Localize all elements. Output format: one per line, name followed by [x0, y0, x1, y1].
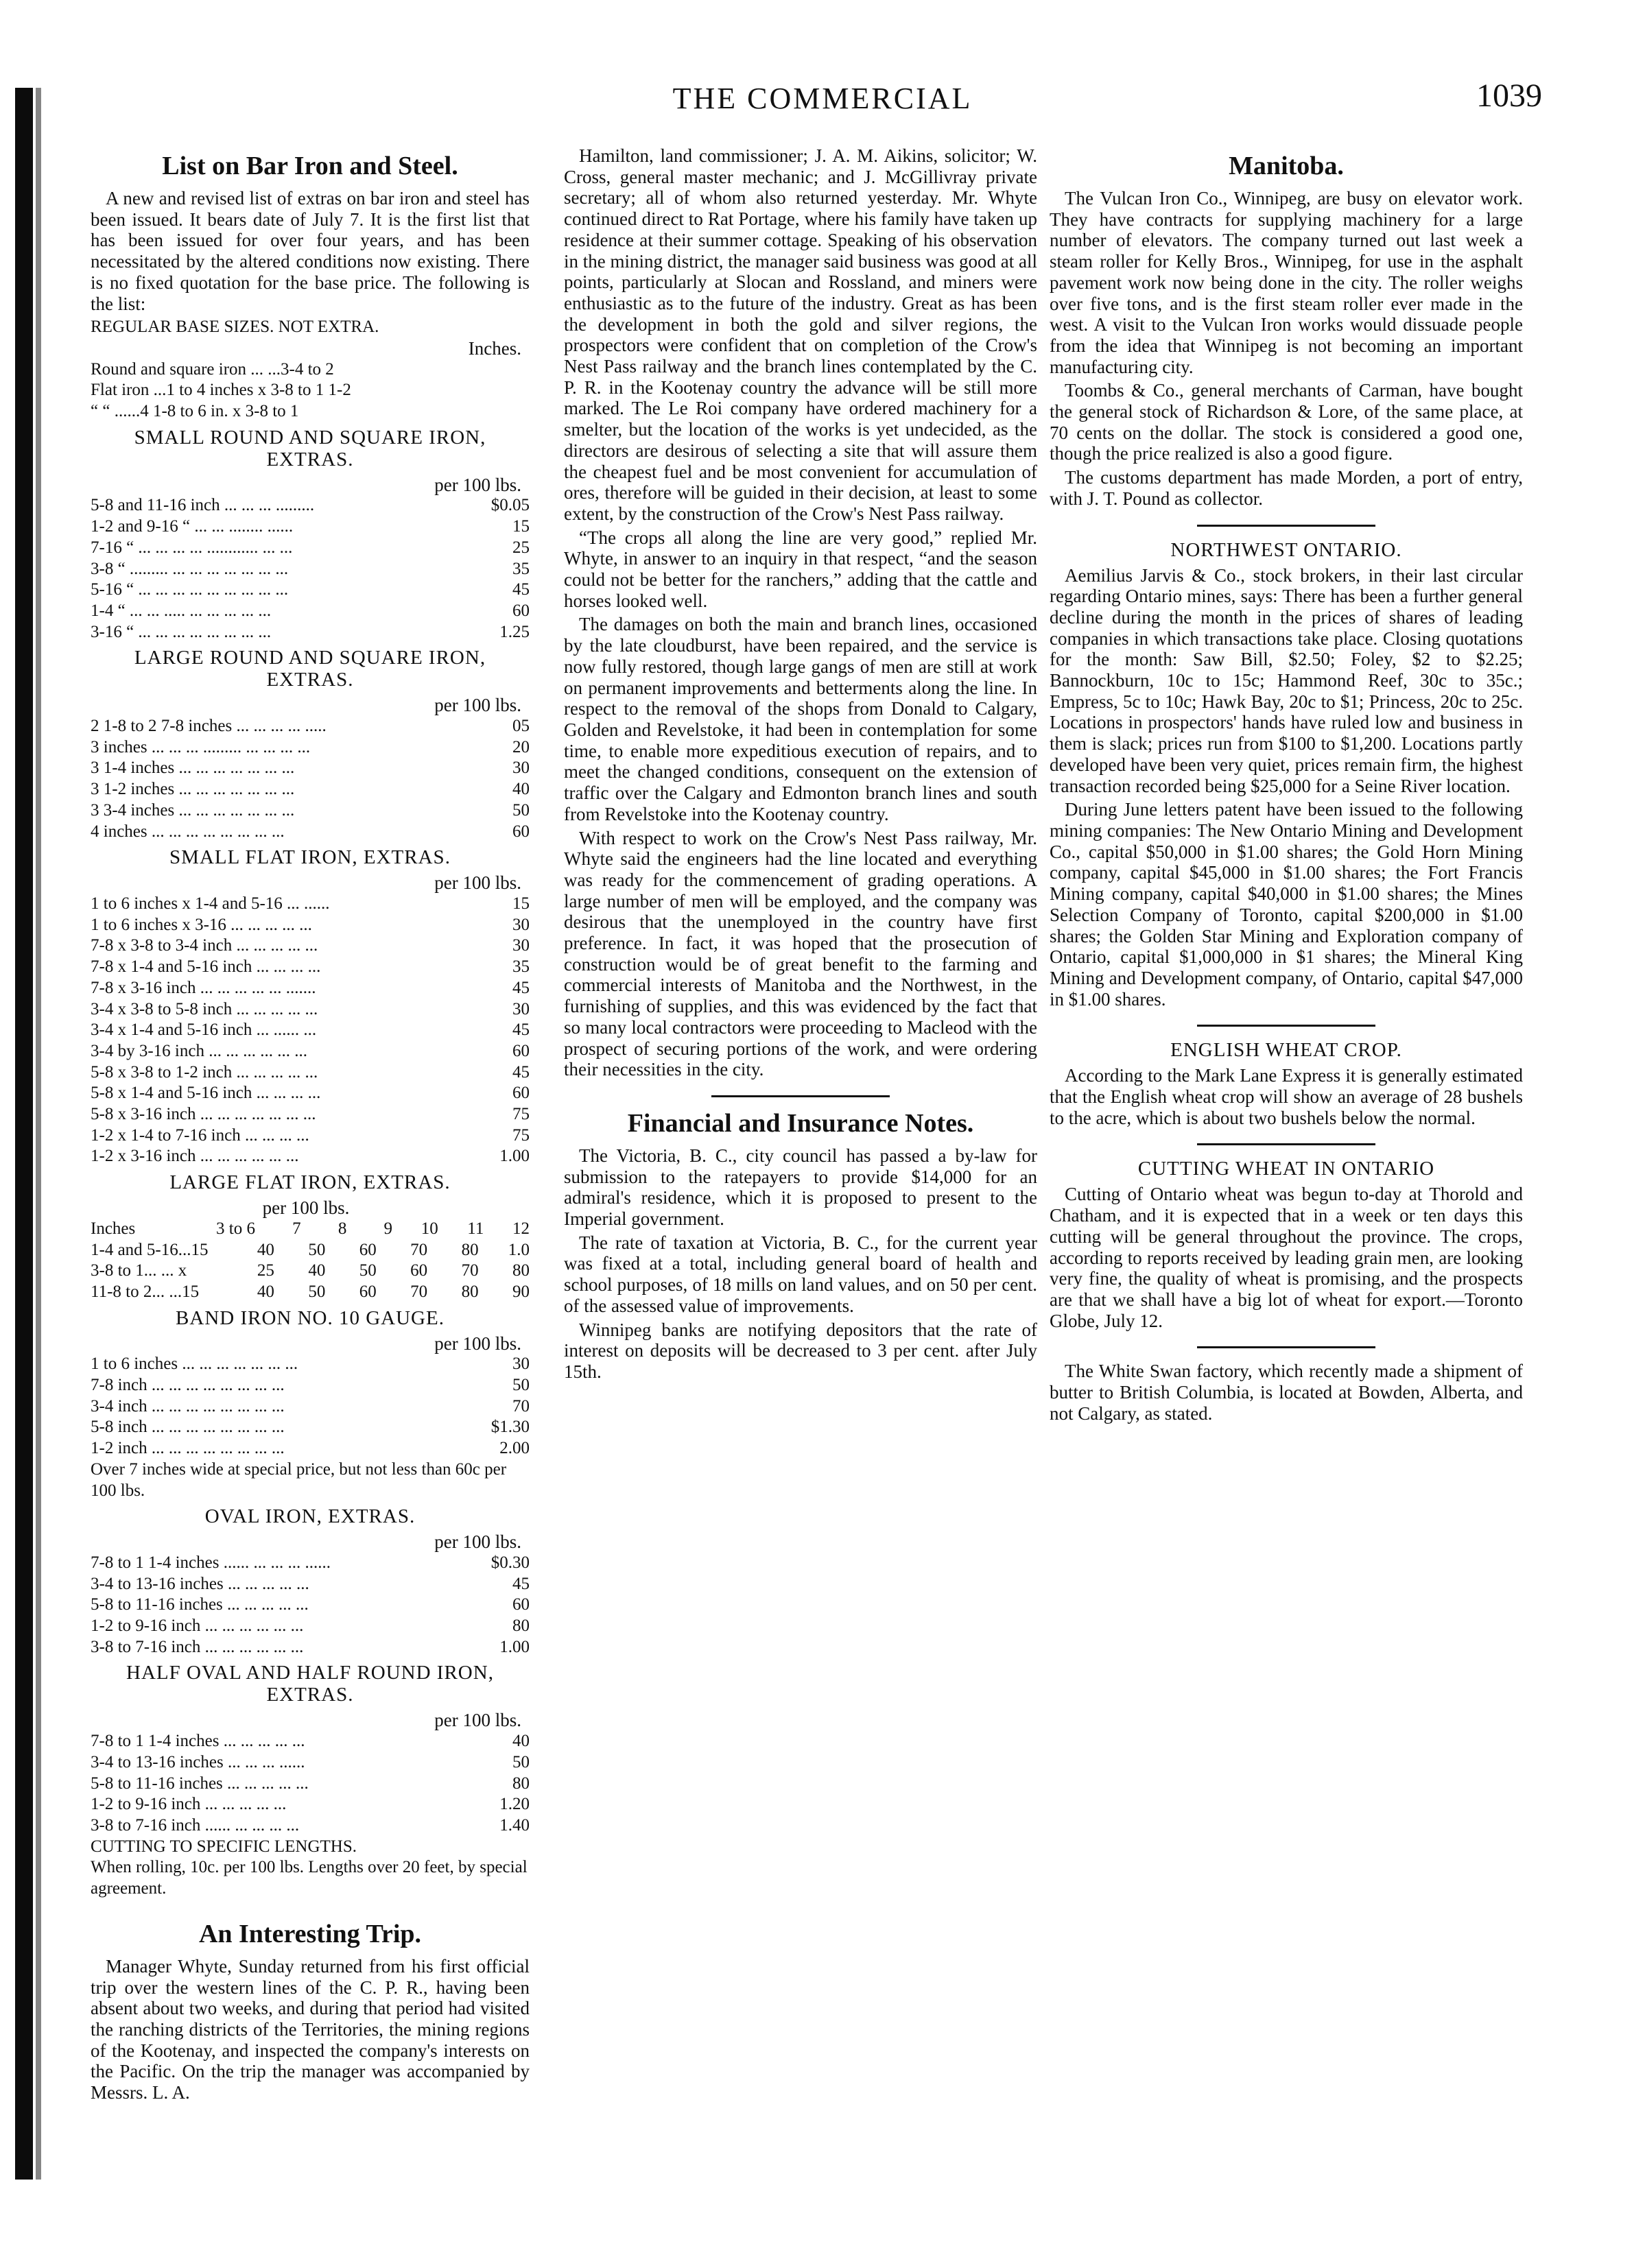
- oval-unit: per 100 lbs.: [434, 1531, 521, 1553]
- price-value: 80: [512, 1616, 530, 1636]
- size-label: 3 3-4 inches ... ... ... ... ... ... ...: [91, 800, 295, 820]
- regular-list: [91, 359, 530, 422]
- table-cell: 50: [359, 1261, 377, 1280]
- paragraph: Aemilius Jarvis & Co., stock brokers, in their last circular regarding Ontario mines, says: There has been a further general decline during the month in the prices of shares of leading companies in which transactions take place. Closing quotations for the month: Saw Bill, $2.50; Foley, $2 to $2.25; Bannockburn, 10c to 15c; Hammond Reef, 30c to 35c.; Empress, 5c to 10c; Hawk Bay, 20c to $1; Princess, 20c to 25c. Locations in prospectors' hands have ruled low and business in them is slack; prices run from $100 to $1,200. Locations partly developed have been very quiet, prices remain firm, the highest transaction recorded being $25,000 for a Seine River location.: [1050, 564, 1523, 796]
- table-cell: 12: [512, 1219, 530, 1238]
- northwest-paragraphs: [1050, 565, 1523, 1010]
- table-cell: 50: [308, 1282, 326, 1301]
- band-unit: per 100 lbs.: [434, 1333, 521, 1354]
- large-round-unit: per 100 lbs.: [434, 695, 521, 716]
- table-row: [91, 1261, 530, 1282]
- price-value: 35: [512, 559, 530, 578]
- price-value: 25: [512, 538, 530, 557]
- price-value: 35: [512, 957, 530, 977]
- table-row: [91, 1282, 530, 1303]
- price-row: [91, 779, 530, 800]
- manitoba-title: Manitoba.: [1229, 152, 1344, 180]
- table-cell: 90: [512, 1282, 530, 1301]
- price-row: [91, 1731, 530, 1752]
- price-row: [91, 822, 530, 843]
- price-value: 1.00: [499, 1147, 530, 1166]
- oval-list: [91, 1553, 530, 1658]
- price-value: 70: [512, 1396, 530, 1416]
- half-oval-unit: per 100 lbs.: [434, 1710, 521, 1731]
- trip-text: Manager Whyte, Sunday returned from his first official trip over the western lines of the C. P. R., having been absent about two weeks, and during that period had visited the ranching districts of the Territories, the mining regions of the Kootenay, and inspected the company's interests on the Pacific. On the trip the manager was accompanied by Messrs. L. A.: [91, 1955, 530, 2103]
- column-2: [564, 145, 1037, 1385]
- price-value: 75: [512, 1125, 530, 1145]
- price-row: [91, 1062, 530, 1084]
- half-oval-heading: HALF OVAL AND HALF ROUND IRON, EXTRAS.: [126, 1662, 494, 1706]
- financial-paragraphs: [564, 1145, 1037, 1383]
- list-item: “ “ ......4 1-8 to 6 in. x 3-8 to 1: [91, 402, 299, 421]
- price-row: [91, 1616, 530, 1637]
- price-row: [91, 1438, 530, 1459]
- oval-heading: OVAL IRON, EXTRAS.: [204, 1505, 416, 1528]
- size-label: 3 1-4 inches ... ... ... ... ... ... ...: [91, 759, 295, 778]
- price-value: 45: [512, 1020, 530, 1040]
- paragraph: With respect to work on the Crow's Nest Pass railway, Mr. Whyte said the engineers had the line located and everything was ready for the commencement of grading operations. A large number of men will be employed, and the company was desirous that the unemployed in the country have first preference. In fact, it was hoped that the prosecution of construction would be of great benefit to the farming and commercial interests of Manitoba and the Northwest, in the furnishing of supplies, and this was evidenced by the fact that so many local contractors were proceeding to Macleod with the prospect of securing portions of the work, and were ordering their necessities in the city.: [564, 827, 1037, 1080]
- large-flat-table: [91, 1219, 530, 1303]
- paragraph: The Vulcan Iron Co., Winnipeg, are busy on elevator work. They have contracts for supplying machinery for a large number of elevators. The company turned out last week a steam roller for Kelly Bros., Winnipeg, for use in the asphalt pavement work now being done in the city. The roller weighs over five tons, and is the first steam roller ever made in the west. A visit to the Vulcan Iron works would dissuade people from the idea that Winnipeg is not becoming an important manufacturing city.: [1050, 188, 1523, 377]
- table-cell: 3 to 6: [216, 1219, 255, 1238]
- table-cell: 8: [338, 1219, 347, 1238]
- price-value: 50: [512, 800, 530, 820]
- table-cell: 1-4 and 5-16...15: [91, 1240, 209, 1259]
- page-number: 1039: [1476, 77, 1542, 114]
- large-flat-heading: LARGE FLAT IRON, EXTRAS.: [169, 1171, 451, 1194]
- small-round-list: [91, 495, 530, 643]
- price-row: [91, 538, 530, 559]
- price-row: [91, 495, 530, 516]
- bar-iron-title: List on Bar Iron and Steel.: [162, 152, 458, 180]
- price-row: [91, 559, 530, 580]
- price-value: 45: [512, 1574, 530, 1593]
- paragraph: The damages on both the main and branch lines, occasioned by the late cloudburst, have been repaired, and the service is now fully restored, though large gangs of men are still at work on permanent improvements and betterments along the line. In respect to the removal of the shops from Donald to Calgary, Golden and Revelstoke, it had been in contemplation for some time, to enable more expeditious execution of repairs, and to meet the changed conditions, consequent on the extension of traffic over the Calgary and Edmonton branch lines and south from Revelstoke into the Kootenay country.: [564, 614, 1037, 824]
- price-row: [91, 1574, 530, 1595]
- table-cell: 11: [467, 1219, 484, 1238]
- size-label: 1-2 to 9-16 inch ... ... ... ... ... ...: [91, 1616, 304, 1636]
- price-value: 1.20: [499, 1795, 530, 1814]
- table-cell: 80: [461, 1240, 479, 1259]
- size-label: 7-8 to 1 1-4 inches ...... ... ... ... ......: [91, 1553, 331, 1572]
- price-row: [91, 1417, 530, 1438]
- size-label: 7-8 x 3-8 to 3-4 inch ... ... ... ... ...: [91, 936, 318, 955]
- regular-heading: REGULAR BASE SIZES. NOT EXTRA.: [91, 318, 379, 337]
- table-cell: Inches: [91, 1219, 136, 1238]
- size-label: 3-8 to 7-16 inch ... ... ... ... ... ...: [91, 1637, 304, 1656]
- half-oval-list: [91, 1731, 530, 1837]
- table-cell: 40: [257, 1282, 274, 1301]
- table-cell: 70: [410, 1282, 428, 1301]
- price-row: [91, 935, 530, 957]
- price-row: [91, 758, 530, 779]
- price-row: [91, 516, 530, 538]
- size-label: 4 inches ... ... ... ... ... ... ... ...: [91, 822, 285, 841]
- price-row: [91, 1104, 530, 1125]
- section-divider: [1197, 525, 1375, 527]
- financial-title: Financial and Insurance Notes.: [627, 1108, 974, 1138]
- price-row: [91, 1125, 530, 1147]
- wheat-crop-text: According to the Mark Lane Express it is generally estimated that the English wheat crop will show an average of 28 bushels to the acre, which is about two bushels below the normal.: [1050, 1065, 1523, 1128]
- size-label: 5-8 x 3-8 to 1-2 inch ... ... ... ... ...: [91, 1062, 318, 1082]
- price-row: [91, 1083, 530, 1104]
- size-label: 1-2 inch ... ... ... ... ... ... ... ...: [91, 1439, 285, 1458]
- price-row: [91, 1354, 530, 1375]
- size-label: 2 1-8 to 2 7-8 inches ... ... ... ... .....: [91, 717, 327, 736]
- price-value: 60: [512, 822, 530, 841]
- size-label: 3-4 by 3-16 inch ... ... ... ... ... ...: [91, 1041, 307, 1060]
- price-value: 40: [512, 780, 530, 799]
- scan-edge-shadow-inner: [36, 88, 41, 2180]
- size-label: 1 to 6 inches x 1-4 and 5-16 ... ......: [91, 894, 330, 913]
- price-row: [91, 1553, 530, 1574]
- size-label: 1-2 x 3-16 inch ... ... ... ... ... ...: [91, 1147, 299, 1166]
- price-value: 50: [512, 1376, 530, 1395]
- price-value: 60: [512, 1041, 530, 1060]
- size-label: 5-8 to 11-16 inches ... ... ... ... ...: [91, 1774, 309, 1793]
- price-row: [91, 1146, 530, 1167]
- large-round-list: [91, 716, 530, 842]
- price-row: [91, 978, 530, 999]
- cutting-heading: CUTTING TO SPECIFIC LENGTHS.: [91, 1837, 357, 1856]
- paragraph: “The crops all along the line are very good,” replied Mr. Whyte, in answer to an inquiry in that respect, “and the season could not be better for the ranchers,” adding that the cattle and horses looked well.: [564, 527, 1037, 611]
- price-value: 2.00: [499, 1439, 530, 1458]
- small-flat-unit: per 100 lbs.: [434, 872, 521, 894]
- price-value: 15: [512, 517, 530, 536]
- paragraph: The Victoria, B. C., city council has passed a by-law for submission to the ratepayers to provide $14,000 for an admiral's residence, which it is proposed to present to the Imperial government.: [564, 1145, 1037, 1230]
- paragraph: The customs department has made Morden, a port of entry, with J. T. Pound as collector.: [1050, 467, 1523, 509]
- table-cell: 7: [292, 1219, 301, 1238]
- price-value: 30: [512, 1354, 530, 1374]
- price-value: $0.05: [490, 496, 530, 515]
- price-value: 40: [512, 1732, 530, 1751]
- price-value: $0.30: [490, 1553, 530, 1572]
- price-row: [91, 1752, 530, 1774]
- table-cell: 70: [410, 1240, 428, 1259]
- paragraph: Winnipeg banks are notifying depositors that the rate of interest on deposits will be decreased to 3 per cent. after July 15th.: [564, 1319, 1037, 1382]
- bar-iron-intro: A new and revised list of extras on bar iron and steel has been issued. It bears date of July 7. It is the first list that has been issued for over four years, and has been necessitated by the altered conditions now existing. There is no fixed quotation for the base price. The following is the list:: [91, 188, 530, 314]
- table-cell: 50: [308, 1240, 326, 1259]
- size-label: 3 inches ... ... ... ......... ... ... ... ...: [91, 737, 311, 756]
- white-swan-text: The White Swan factory, which recently made a shipment of butter to British Columbia, is located at Bowden, Alberta, and not Calgary, as stated.: [1050, 1361, 1523, 1424]
- table-header-row: [91, 1219, 530, 1240]
- table-row: [91, 1240, 530, 1261]
- size-label: 5-8 x 1-4 and 5-16 inch ... ... ... ...: [91, 1084, 321, 1103]
- trip-title: An Interesting Trip.: [198, 1919, 422, 1948]
- price-row: [91, 1774, 530, 1795]
- price-value: 30: [512, 999, 530, 1018]
- size-label: 7-16 “ ... ... ... ... ............ ... ...: [91, 538, 293, 557]
- price-value: 60: [512, 1595, 530, 1614]
- price-row: [91, 1041, 530, 1062]
- table-cell: 80: [461, 1282, 479, 1301]
- table-cell: 25: [257, 1261, 274, 1280]
- size-label: 1-2 x 1-4 to 7-16 inch ... ... ... ...: [91, 1125, 309, 1145]
- size-label: 3-4 to 13-16 inches ... ... ... ......: [91, 1752, 305, 1771]
- small-flat-heading: SMALL FLAT IRON, EXTRAS.: [169, 846, 451, 869]
- price-row: [91, 737, 530, 759]
- table-cell: 3-8 to 1... ... x: [91, 1261, 187, 1280]
- size-label: 7-8 inch ... ... ... ... ... ... ... ...: [91, 1376, 285, 1395]
- price-value: 45: [512, 1062, 530, 1082]
- price-row: [91, 716, 530, 737]
- size-label: 1-2 to 9-16 inch ... ... ... ... ...: [91, 1795, 287, 1814]
- size-label: 5-8 x 3-16 inch ... ... ... ... ... ... ...: [91, 1105, 316, 1124]
- size-label: 5-8 to 11-16 inches ... ... ... ... ...: [91, 1595, 309, 1614]
- cutting-text: When rolling, 10c. per 100 lbs. Lengths over 20 feet, by special agreement.: [91, 1858, 528, 1898]
- price-row: [91, 1815, 530, 1837]
- size-label: 3-4 x 3-8 to 5-8 inch ... ... ... ... ...: [91, 999, 318, 1018]
- small-flat-list: [91, 894, 530, 1167]
- size-label: 5-8 and 11-16 inch ... ... ... .........: [91, 496, 315, 515]
- table-cell: 40: [257, 1240, 274, 1259]
- size-label: 3-4 x 1-4 and 5-16 inch ... ...... ...: [91, 1020, 317, 1040]
- column-3: [1050, 145, 1523, 1427]
- price-value: 30: [512, 936, 530, 955]
- large-round-heading: LARGE ROUND AND SQUARE IRON, EXTRAS.: [134, 647, 486, 691]
- manitoba-paragraphs: [1050, 188, 1523, 510]
- wheat-crop-title: ENGLISH WHEAT CROP.: [1170, 1039, 1402, 1062]
- size-label: 1 to 6 inches x 3-16 ... ... ... ... ...: [91, 915, 312, 934]
- size-label: 1 to 6 inches ... ... ... ... ... ... ...: [91, 1354, 298, 1374]
- paragraph: Toombs & Co., general merchants of Carman, have bought the general stock of Richardson & Lore, of the same place, at 70 cents on the dollar. The stock is considered a good one, though the price realized is also a good figure.: [1050, 380, 1523, 464]
- paragraph: The rate of taxation at Victoria, B. C., for the current year was fixed at a total, including general board of health and school purposes, of 18 mills on land values, and on 50 per cent. of the assessed value of improvements.: [564, 1232, 1037, 1316]
- band-heading: BAND IRON NO. 10 GAUGE.: [176, 1306, 445, 1329]
- regular-unit: Inches.: [468, 337, 521, 359]
- table-cell: 10: [421, 1219, 438, 1238]
- paragraph: During June letters patent have been issued to the following mining companies: The New Ontario Mining and Development Co., capital $50,000 in $1.00 shares; the Gold Horn Mining company, capital $45,000 in $1.00 shares; the Fort Francis Mining company, capital $40,000 in $1.00 shares; the Mines Selection Company of Toronto, capital $200,000 in $1.00 shares; the Golden Star Mining and Exploration company of Ontario, capital $1,000,000 in $1 shares; the Mineral King Mining and Development company, of Ontario, capital $47,000 in $1.00 shares.: [1050, 799, 1523, 1010]
- price-row: [91, 580, 530, 601]
- price-row: [91, 894, 530, 915]
- section-divider: [711, 1095, 890, 1097]
- price-value: 30: [512, 759, 530, 778]
- price-row: [91, 915, 530, 936]
- price-value: 80: [512, 1774, 530, 1793]
- trip-continued: [564, 145, 1037, 1080]
- section-divider: [1197, 1025, 1375, 1027]
- price-value: 15: [512, 894, 530, 913]
- price-value: 30: [512, 915, 530, 934]
- price-value: 45: [512, 580, 530, 599]
- size-label: 3-8 “ ......... ... ... ... ... ... ... ...: [91, 559, 289, 578]
- price-row: [91, 1396, 530, 1418]
- size-label: 3-4 inch ... ... ... ... ... ... ... ...: [91, 1396, 285, 1416]
- price-value: 50: [512, 1752, 530, 1771]
- price-row: [91, 601, 530, 622]
- table-cell: 60: [359, 1240, 377, 1259]
- price-row: [91, 1375, 530, 1396]
- size-label: 1-4 “ ... ... ..... ... ... ... ... ...: [91, 601, 272, 620]
- price-row: [91, 1794, 530, 1815]
- small-round-unit: per 100 lbs.: [434, 474, 521, 495]
- cutting-wheat-title: CUTTING WHEAT IN ONTARIO: [1137, 1158, 1435, 1180]
- size-label: 5-16 “ ... ... ... ... ... ... ... ... ...: [91, 580, 289, 599]
- size-label: 3 1-2 inches ... ... ... ... ... ... ...: [91, 780, 295, 799]
- table-cell: 1.0: [508, 1240, 530, 1259]
- price-value: 75: [512, 1105, 530, 1124]
- table-cell: 9: [383, 1219, 393, 1238]
- price-row: [91, 1595, 530, 1616]
- large-flat-unit: per 100 lbs.: [262, 1197, 350, 1219]
- price-value: 20: [512, 737, 530, 756]
- price-value: 05: [512, 717, 530, 736]
- northwest-title: NORTHWEST ONTARIO.: [1170, 538, 1402, 561]
- price-row: [91, 622, 530, 643]
- price-value: $1.30: [490, 1418, 530, 1437]
- price-row: [91, 999, 530, 1020]
- price-row: [91, 800, 530, 822]
- table-cell: 40: [308, 1261, 326, 1280]
- price-value: 1.25: [499, 622, 530, 641]
- price-value: 1.40: [499, 1816, 530, 1835]
- table-cell: 11-8 to 2... ...15: [91, 1282, 200, 1301]
- section-divider: [1197, 1143, 1375, 1145]
- price-value: 60: [512, 1084, 530, 1103]
- table-cell: 60: [410, 1261, 428, 1280]
- paragraph: Hamilton, land commissioner; J. A. M. Aikins, solicitor; W. Cross, general master mechanic; and J. McGillivray private secretary; all of whom also returned yesterday. Mr. Whyte continued direct to Rat Portage, where his family have taken up residence at their summer cottage. Speaking of his observation in the mining district, the manager said business was good at all points, particularly at Slocan and Rossland, and miners were enthusiastic as to the future of the industry. Great as has been the development in both the gold and silver regions, the prospectors were confident that on completion of the Crow's Nest Pass railway and the branch lines contemplated by the C. P. R. in the Kootenay country the advance will be still more marked. The Le Roi company have ordered machinery for a smelter, but the location of the works is yet undecided, as the directors are desirous of selecting a site that will assure them the cheapest fuel and be most convenient for accumulation of ores, therefore will be guided in their decision, at least to some extent, by the construction of the Crow's Nest Pass railway.: [564, 145, 1037, 524]
- price-value: 60: [512, 601, 530, 620]
- size-label: 3-4 to 13-16 inches ... ... ... ... ...: [91, 1574, 309, 1593]
- size-label: 3-16 “ ... ... ... ... ... ... ... ...: [91, 622, 272, 641]
- list-item: Round and square iron ... ...3-4 to 2: [91, 359, 334, 379]
- price-value: 1.00: [499, 1637, 530, 1656]
- scan-edge-shadow: [15, 88, 33, 2180]
- size-label: 5-8 inch ... ... ... ... ... ... ... ...: [91, 1418, 285, 1437]
- price-value: 45: [512, 978, 530, 997]
- small-round-heading: SMALL ROUND AND SQUARE IRON, EXTRAS.: [134, 426, 486, 470]
- table-cell: 70: [461, 1261, 479, 1280]
- price-row: [91, 957, 530, 978]
- column-1: [91, 145, 530, 2106]
- price-row: [91, 1020, 530, 1041]
- newspaper-title: THE COMMERCIAL: [672, 82, 973, 115]
- size-label: 1-2 and 9-16 “ ... ... ........ ......: [91, 517, 294, 536]
- table-cell: 80: [512, 1261, 530, 1280]
- band-list: [91, 1354, 530, 1459]
- size-label: 7-8 x 1-4 and 5-16 inch ... ... ... ...: [91, 957, 321, 977]
- table-cell: 60: [359, 1282, 377, 1301]
- size-label: 3-8 to 7-16 inch ...... ... ... ... ...: [91, 1816, 300, 1835]
- size-label: 7-8 to 1 1-4 inches ... ... ... ... ...: [91, 1732, 305, 1751]
- list-item: Flat iron ...1 to 4 inches x 3-8 to 1 1-2: [91, 381, 351, 400]
- cutting-wheat-text: Cutting of Ontario wheat was begun to-day at Thorold and Chatham, and it is expected that in a week or ten days this cutting will be general throughout the province. The crops, according to reports received by leading grain men, are looking very fine, the quality of wheat is promising, and the prospects are that we shall have a big lot of wheat for export.—Toronto Globe, July 12.: [1050, 1184, 1523, 1331]
- price-row: [91, 1637, 530, 1658]
- band-note: Over 7 inches wide at special price, but not less than 60c per 100 lbs.: [91, 1459, 507, 1500]
- size-label: 7-8 x 3-16 inch ... ... ... ... ... .......: [91, 978, 316, 997]
- section-divider: [1197, 1346, 1375, 1348]
